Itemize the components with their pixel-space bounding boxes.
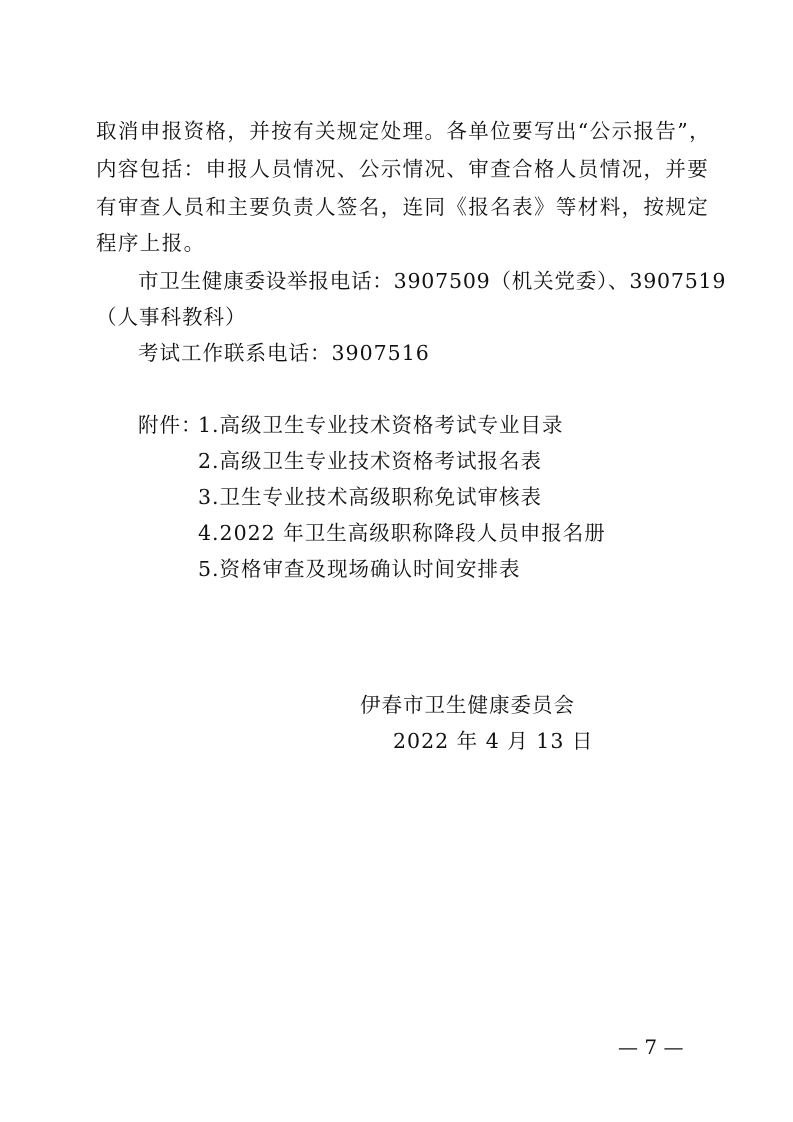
attachment-item: 1.高级卫生专业技术资格考试专业目录 <box>198 413 564 437</box>
paragraph-line-1: 取消申报资格，并按有关规定处理。各单位要写出“公示报告”， <box>96 119 712 143</box>
attachment-item: 2.高级卫生专业技术资格考试报名表 <box>198 449 543 473</box>
signature-org: 伊春市卫生健康委员会 <box>360 693 575 717</box>
paragraph-line-4: 程序上报。 <box>96 231 206 255</box>
report-phone-line-2: （人事科教科） <box>96 305 247 329</box>
attachment-item: 5.资格审查及现场确认时间安排表 <box>198 557 521 581</box>
attachment-item: 3.卫生专业技术高级职称免试审核表 <box>198 485 543 509</box>
attachments-label: 附件： <box>138 413 203 437</box>
page-number: — 7 — <box>618 1035 684 1059</box>
paragraph-line-3: 有审查人员和主要负责人签名，连同《报名表》等材料，按规定 <box>96 195 710 219</box>
report-phone-line-1: 市卫生健康委设举报电话：3907509（机关党委）、3907519 <box>138 269 727 293</box>
attachment-item: 4.2022 年卫生高级职称降段人员申报名册 <box>198 521 606 545</box>
exam-phone-line: 考试工作联系电话：3907516 <box>138 341 430 365</box>
signature-date: 2022 年 4 月 13 日 <box>393 729 594 753</box>
paragraph-line-2: 内容包括：申报人员情况、公示情况、审查合格人员情况，并要 <box>96 157 710 181</box>
